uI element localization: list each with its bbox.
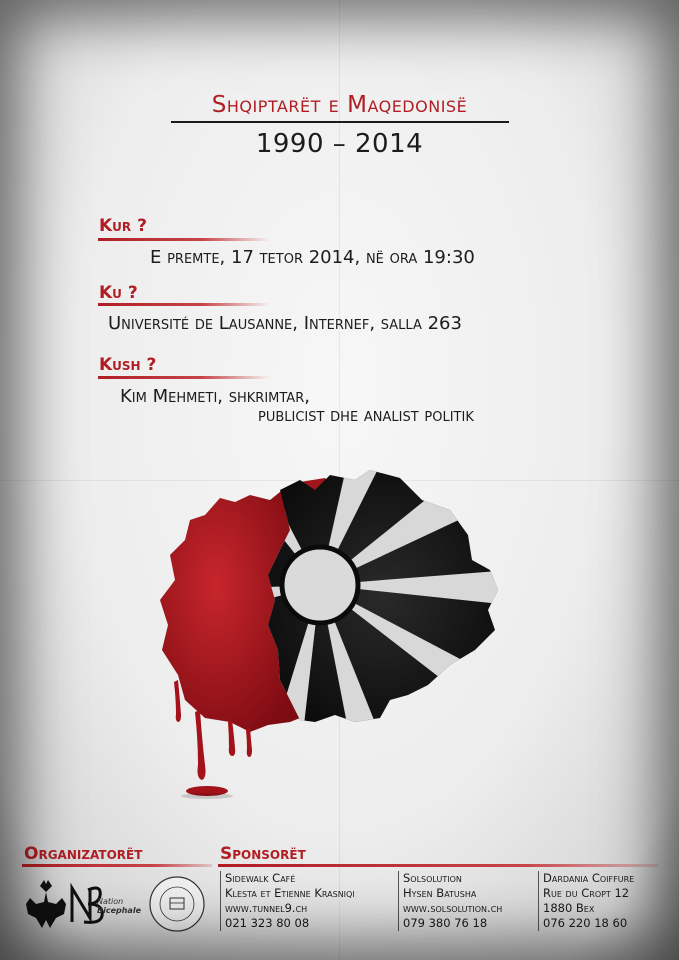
sponsor-name: Sidewalk Café (225, 871, 296, 885)
nation-bicephale-text (97, 897, 141, 915)
where-label: Ku ? (99, 283, 138, 303)
when-rule (98, 238, 270, 241)
nation-text-line-1: Nation (97, 897, 124, 906)
sponsor-contact: Klesta et Etienne Krasniqi (225, 886, 355, 900)
blood-drip (195, 710, 206, 780)
sponsor-contact: Hysen Batusha (403, 886, 477, 900)
association-seal-icon (150, 877, 204, 931)
where-rule (98, 303, 270, 306)
sponsor-name: Dardania Coiffure (543, 871, 635, 885)
sponsor-phone: 076 220 18 60 (543, 916, 628, 930)
who-label: Kush ? (99, 355, 157, 375)
sponsor-name: Solsolution (403, 871, 462, 885)
sponsor-website: www.solsolution.ch (403, 901, 503, 915)
organizers-label: Organizatorët (24, 844, 143, 864)
sponsors-rule (218, 864, 658, 867)
sponsors-label: Sponsorët (220, 844, 306, 864)
where-value: Université de Lausanne, Internef, salla 263 (108, 313, 462, 334)
macedonia-map-illustration (150, 460, 520, 810)
when-label: Kur ? (99, 216, 147, 236)
blood-drip (228, 720, 235, 756)
poster-title: Shqiptarët e Maqedonisë (211, 92, 468, 118)
who-line-2: publicist dhe analist politik (258, 405, 474, 426)
sponsor-city: 1880 Bex (543, 901, 595, 915)
organizers-rule (22, 864, 212, 867)
eagle-logo-icon (26, 880, 66, 928)
nation-text-line-2: Bicephale (97, 906, 141, 915)
title-underline (171, 121, 509, 123)
blood-puddle-shadow (181, 793, 233, 799)
when-value: E premte, 17 tetor 2014, në ora 19:30 (150, 247, 475, 268)
sponsor-phone: 079 380 76 18 (403, 916, 488, 930)
sponsor-phone: 021 323 80 08 (225, 916, 310, 930)
title-block (0, 92, 679, 159)
sponsor-address: Rue du Cropt 12 (543, 886, 630, 900)
blood-drip (174, 680, 181, 722)
sponsor-website: www.tunnel9.ch (225, 901, 308, 915)
who-rule (98, 376, 270, 379)
sponsor-block-1 (220, 871, 355, 931)
map-sun-disc (282, 547, 358, 623)
sponsor-block-2 (398, 871, 502, 931)
who-line-1: Kim Mehmeti, shkrimtar, (120, 386, 310, 407)
blood-drip (246, 728, 252, 757)
sponsor-block-3 (538, 871, 634, 931)
poster-years: 1990 – 2014 (255, 129, 424, 159)
